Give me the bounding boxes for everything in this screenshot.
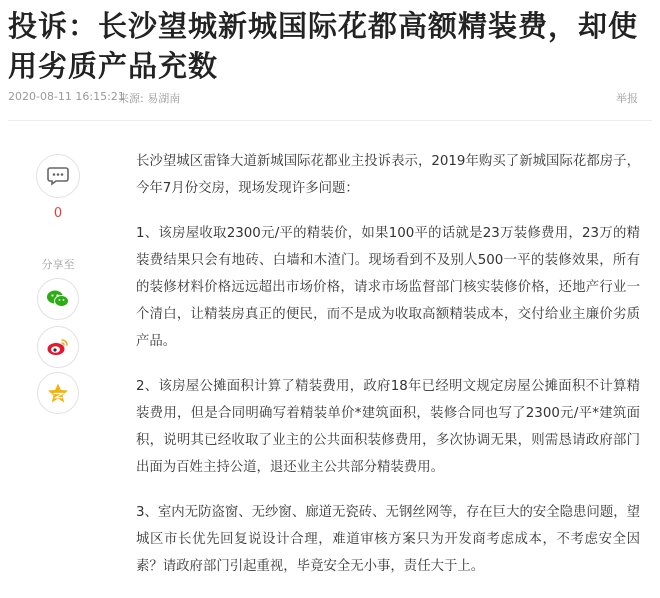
publish-time: 2020-08-11 16:15:21 — [8, 90, 125, 103]
share-weibo-button[interactable] — [37, 326, 79, 368]
comment-count[interactable]: 0 — [53, 206, 63, 221]
comment-icon — [47, 166, 69, 186]
report-link[interactable]: 举报 — [616, 92, 638, 105]
share-wechat-button[interactable] — [37, 278, 79, 320]
comment-button[interactable] — [36, 154, 80, 198]
article-paragraph: 1、该房屋收取2300元/平的精装价，如果100平的话就是23万装修费用，23万的精装费结果只会有地砖、白墙和木渣门。现场看到不及别人500一平的装修效果，所有的装修材料价格远远超出市场价格，请求市场监督部门核实装修价格，还地产行业一个清白，让精装房真正的便民，而不是成为收取高额精装成本，交付给业主廉价劣质产品。 — [136, 226, 640, 349]
qzone-icon — [47, 382, 69, 404]
article-body — [136, 148, 640, 598]
header-divider — [8, 120, 652, 121]
article-title: 投诉：长沙望城新城国际花都高额精装费，却使用劣质产品充数 — [8, 9, 639, 83]
share-label: 分享至 — [41, 258, 75, 271]
wechat-icon — [46, 289, 70, 309]
article-paragraph: 长沙望城区雷锋大道新城国际花都业主投诉表示，2019年购买了新城国际花都房子，今年7月份交房，现场发现许多问题： — [136, 154, 640, 196]
weibo-icon — [46, 337, 70, 357]
article-meta — [8, 90, 638, 106]
article-paragraph: 3、室内无防盗窗、无纱窗、廊道无瓷砖、无钢丝网等，存在巨大的安全隐患问题，望城区市长优先回复说设计合理，难道审核方案只为开发商考虑成本，不考虑安全因素？请政府部门引起重视，毕竟安全无小事，责任大于上。 — [136, 505, 640, 574]
share-qzone-button[interactable] — [37, 372, 79, 414]
article-source: 来源: 易湖南 — [118, 92, 181, 105]
article-paragraph: 2、该房屋公摊面积计算了精装费用，政府18年已经明文规定房屋公摊面积不计算精装费用，但是合同明确写着精装单价*建筑面积，装修合同也写了2300元/平*建筑面积，说明其已经收取了业主的公共面积装修费用，多次协调无果，则需恳请政府部门出面为百姓主持公道，退还业主公共部分精装费用。 — [136, 379, 640, 475]
